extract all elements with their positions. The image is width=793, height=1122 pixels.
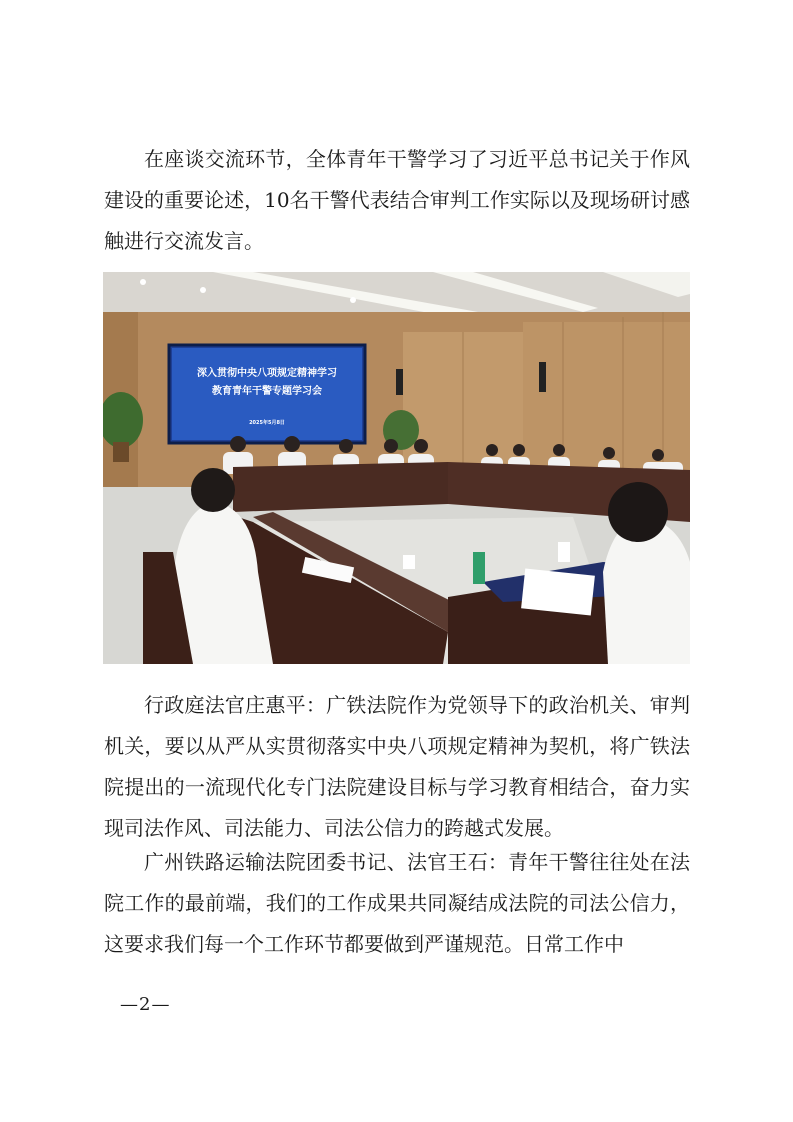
paragraph-speaker-2: 广州铁路运输法院团委书记、法官王石：青年干警往往处在法院工作的最前端，我们的工作成果共同凝结成法院的司法公信力，这要求我们每一个工作环节都要做到严谨规范。日常工作中 <box>104 850 690 956</box>
paragraph-intro: 在座谈交流环节，全体青年干警学习了习近平总书记关于作风建设的重要论述，10名干警代表结合审判工作实际以及现场研讨感触进行交流发言。 <box>104 147 690 253</box>
screen-title-line1: 深入贯彻中央八项规定精神学习 <box>197 368 337 379</box>
paragraph-speaker-1: 行政庭法官庄惠平：广铁法院作为党领导下的政治机关、审判机关，要以从严从实贯彻落实中央八项规定精神为契机，将广铁法院提出的一流现代化专门法院建设目标与学习教育相结合，奋力实现司法作风、司法能力、司法公信力的跨越式发展。 <box>104 693 690 840</box>
meeting-photo <box>103 272 690 664</box>
screen-title-line2: 教育青年干警专题学习会 <box>212 386 322 397</box>
page-number: —2— <box>120 994 171 1015</box>
screen-date: 2025年5月8日 <box>249 420 285 426</box>
